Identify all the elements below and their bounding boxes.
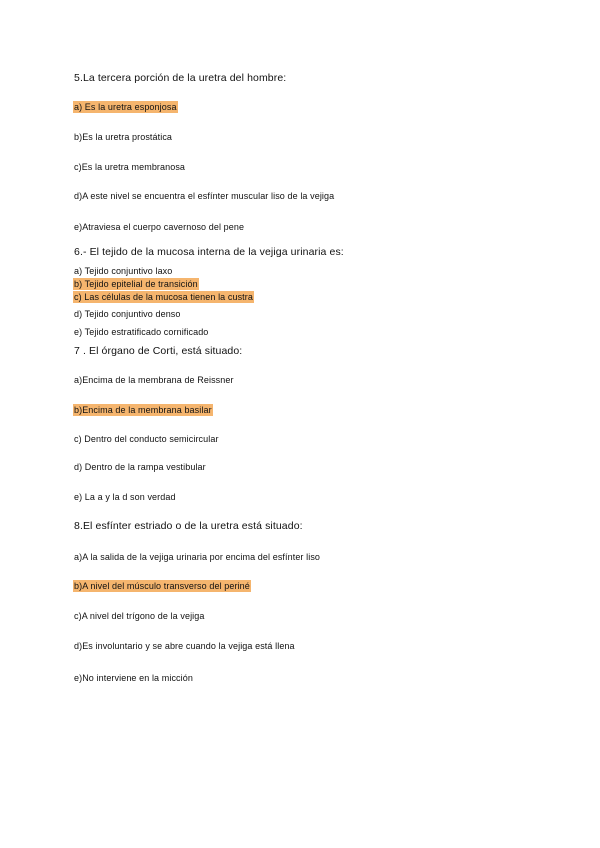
question-8-option-a: a)A la salida de la vejiga urinaria por encima del esfínter liso <box>74 552 321 562</box>
question-6-option-c: c) Las células de la mucosa tienen la custra <box>74 292 253 302</box>
question-5-prompt: 5.La tercera porción de la uretra del hombre: <box>74 72 287 84</box>
question-5-option-e: e)Atraviesa el cuerpo cavernoso del pene <box>74 222 245 232</box>
question-7-option-e: e) La a y la d son verdad <box>74 492 176 502</box>
question-6-option-b: b) Tejido epitelial de transición <box>74 279 198 289</box>
question-6-prompt: 6.- El tejido de la mucosa interna de la vejiga urinaria es: <box>74 246 344 258</box>
question-7-option-d: d) Dentro de la rampa vestibular <box>74 462 206 472</box>
question-7-option-c: c) Dentro del conducto semicircular <box>74 434 219 444</box>
question-8-option-b: b)A nivel del músculo transverso del periné <box>74 581 250 591</box>
question-5-option-c: c)Es la uretra membranosa <box>74 162 186 172</box>
question-5-option-d: d)A este nivel se encuentra el esfínter muscular liso de la vejiga <box>74 191 335 201</box>
question-7-option-a: a)Encima de la membrana de Reissner <box>74 375 234 385</box>
question-6-option-d: d) Tejido conjuntivo denso <box>74 309 181 319</box>
question-8-option-e: e)No interviene en la micción <box>74 673 193 683</box>
question-8-option-d: d)Es involuntario y se abre cuando la vejiga está llena <box>74 641 295 651</box>
question-6-option-e: e) Tejido estratificado cornificado <box>74 327 209 337</box>
question-8-option-c: c)A nivel del trígono de la vejiga <box>74 611 205 621</box>
question-5-option-a: a) Es la uretra esponjosa <box>74 102 177 112</box>
question-6-option-a: a) Tejido conjuntivo laxo <box>74 266 173 276</box>
question-5-option-b: b)Es la uretra prostática <box>74 132 173 142</box>
question-7-prompt: 7 . El órgano de Corti, está situado: <box>74 345 243 357</box>
question-8-prompt: 8.El esfínter estriado o de la uretra está situado: <box>74 520 303 532</box>
question-7-option-b: b)Encima de la membrana basilar <box>74 405 212 415</box>
